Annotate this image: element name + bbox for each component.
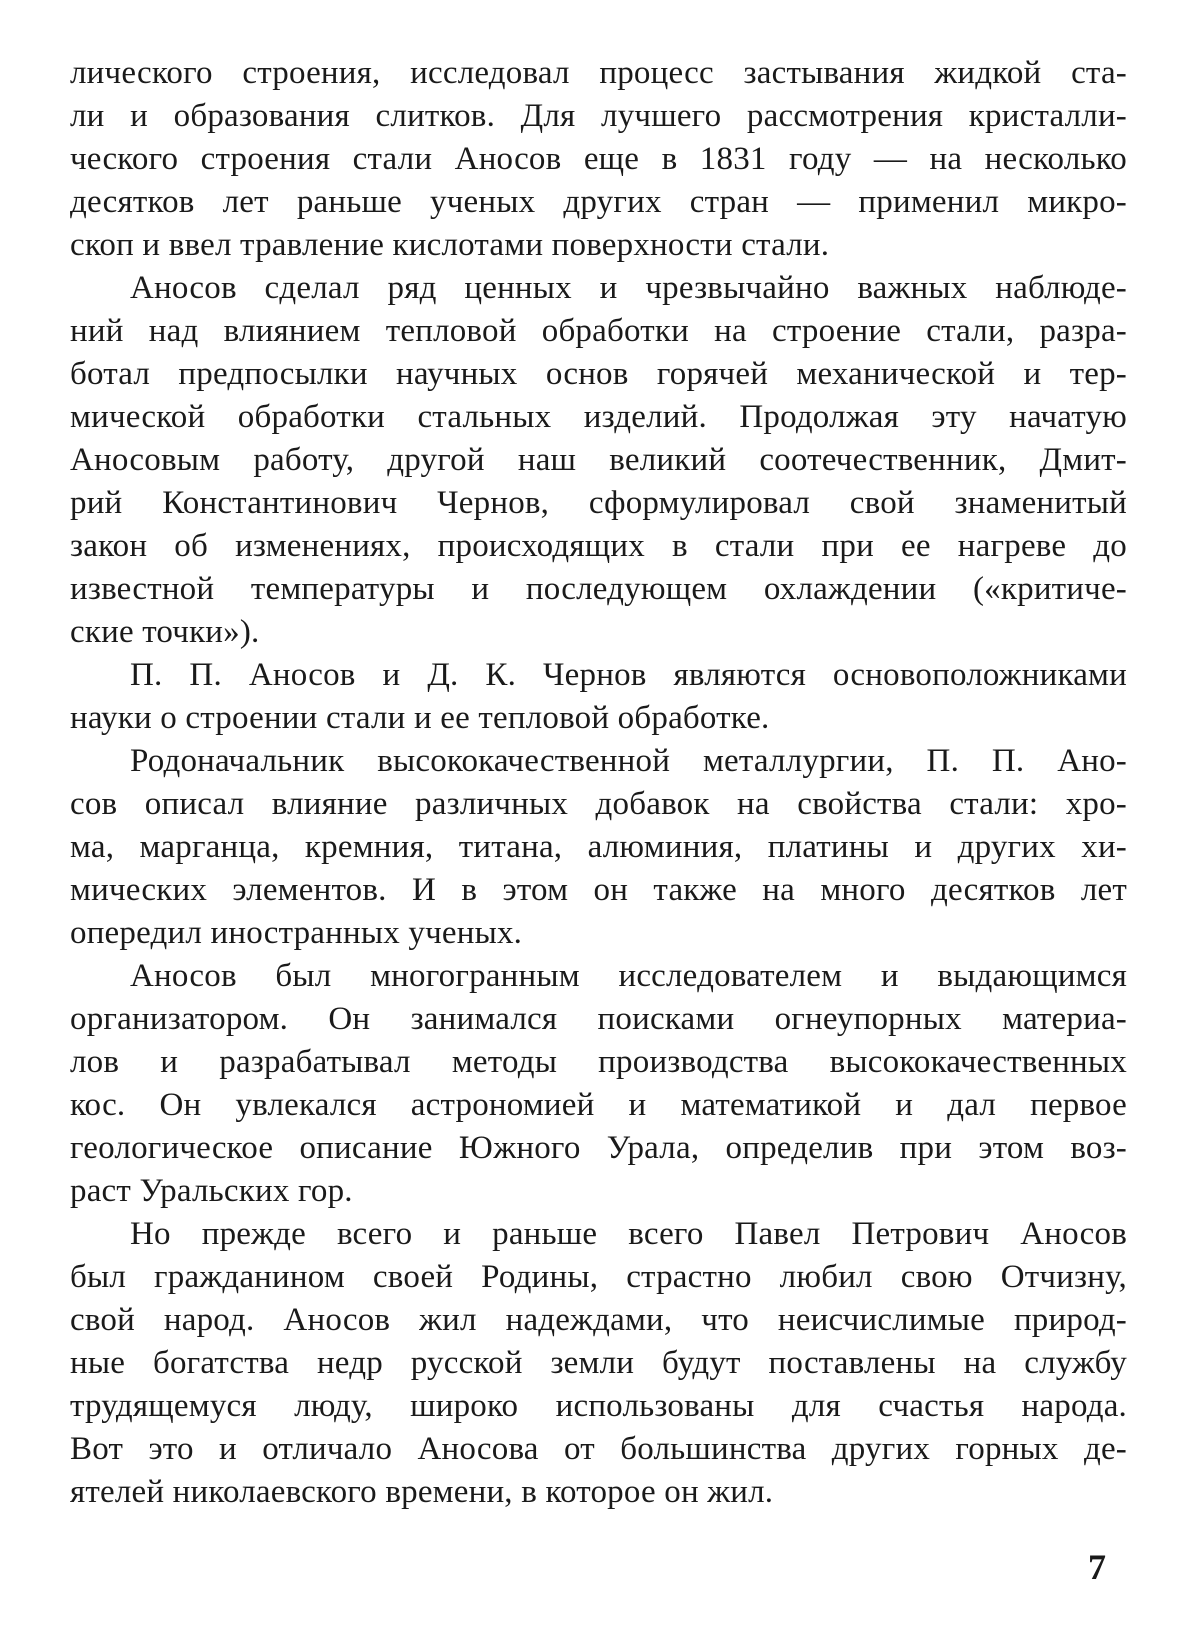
paragraph <box>70 654 1127 740</box>
text-line: скоп и ввел травление кислотами поверхности стали. <box>70 227 830 263</box>
text-line: ботал предпосылки научных основ горячей механической и тер- <box>70 356 1127 392</box>
text-line: лического строения, исследовал процесс застывания жидкой ста- <box>70 55 1127 91</box>
text-line: опередил иностранных ученых. <box>70 915 523 951</box>
text-line: Но прежде всего и раньше всего Павел Петрович Аносов <box>130 1216 1127 1252</box>
paragraph <box>70 955 1127 1213</box>
text-line: ятелей николаевского времени, в которое он жил. <box>70 1474 774 1510</box>
page-number: 7 <box>1088 1547 1106 1587</box>
text-line: геологическое описание Южного Урала, определив при этом воз- <box>70 1130 1127 1166</box>
text-line: Аносов был многогранным исследователем и выдающимся <box>130 958 1127 994</box>
text-line: лов и разрабатывал методы производства высококачественных <box>70 1044 1127 1080</box>
text-line: П. П. Аносов и Д. К. Чернов являются основоположниками <box>130 657 1127 693</box>
text-line: десятков лет раньше ученых других стран — применил микро- <box>70 184 1127 220</box>
text-line: трудящемуся люду, широко использованы для счастья народа. <box>70 1388 1127 1424</box>
paragraph <box>70 740 1127 955</box>
text-line: рий Константинович Чернов, сформулировал свой знаменитый <box>70 485 1127 521</box>
text-line: Аносов сделал ряд ценных и чрезвычайно важных наблюде- <box>130 270 1127 306</box>
text-line: организатором. Он занимался поисками огнеупорных материа- <box>70 1001 1127 1037</box>
page-body <box>70 52 1127 1514</box>
text-line: ний над влиянием тепловой обработки на строение стали, разра- <box>70 313 1127 349</box>
text-line: свой народ. Аносов жил надеждами, что неисчислимые природ- <box>70 1302 1127 1338</box>
paragraph <box>70 52 1127 267</box>
text-line: мической обработки стальных изделий. Продолжая эту начатую <box>70 399 1127 435</box>
text-line: Родоначальник высококачественной металлургии, П. П. Ано- <box>130 743 1127 779</box>
text-line: был гражданином своей Родины, страстно любил свою Отчизну, <box>70 1259 1127 1295</box>
text-line: Аносовым работу, другой наш великий соотечественник, Дмит- <box>70 442 1127 478</box>
text-line: науки о строении стали и ее тепловой обработке. <box>70 700 770 736</box>
text-line: кос. Он увлекался астрономией и математикой и дал первое <box>70 1087 1127 1123</box>
text-line: ные богатства недр русской земли будут поставлены на службу <box>70 1345 1127 1381</box>
text-line: сов описал влияние различных добавок на свойства стали: хро- <box>70 786 1127 822</box>
text-line: мических элементов. И в этом он также на много десятков лет <box>70 872 1127 908</box>
text-line: известной температуры и последующем охлаждении («критиче- <box>70 571 1127 607</box>
paragraph <box>70 1213 1127 1514</box>
text-line: закон об изменениях, происходящих в стали при ее нагреве до <box>70 528 1127 564</box>
text-line: ли и образования слитков. Для лучшего рассмотрения кристалли- <box>70 98 1127 134</box>
text-line: ма, марганца, кремния, титана, алюминия, платины и других хи- <box>70 829 1127 865</box>
paragraph <box>70 267 1127 654</box>
text-line: раст Уральских гор. <box>70 1173 353 1209</box>
text-line: Вот это и отличало Аносова от большинства других горных де- <box>70 1431 1127 1467</box>
text-line: ческого строения стали Аносов еще в 1831 году — на несколько <box>70 141 1127 177</box>
text-line: ские точки»). <box>70 614 260 650</box>
